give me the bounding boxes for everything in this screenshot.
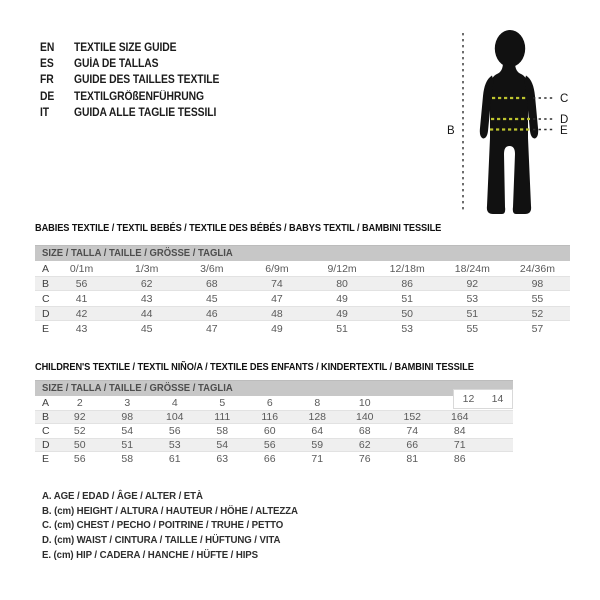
row-letter-label: C (42, 425, 50, 437)
children-table-row (35, 452, 513, 466)
row-letter-label: D (42, 307, 50, 320)
waist-label: D (560, 114, 569, 126)
table-cell: 8 (314, 397, 321, 409)
table-cell: 92 (466, 277, 479, 290)
language-title: GUÍA DE TALLAS (74, 58, 159, 71)
language-title: TEXTILE SIZE GUIDE (74, 42, 177, 55)
table-cell: 51 (121, 439, 134, 451)
table-cell: 53 (168, 439, 181, 451)
babies-table-row (35, 261, 570, 276)
table-cell: 98 (531, 277, 544, 290)
table-cell: 71 (311, 453, 324, 465)
table-cell: 0/1m (69, 262, 94, 275)
table-cell: 44 (140, 307, 153, 320)
children-table-row (35, 396, 513, 410)
babies-table-row (35, 321, 570, 336)
table-cell: 6 (266, 397, 273, 409)
table-cell: 50 (73, 439, 86, 451)
size-12-value: 12 (462, 393, 475, 405)
table-cell: 98 (121, 411, 134, 423)
table-cell: 111 (214, 411, 231, 423)
language-row (40, 89, 236, 105)
table-cell: 45 (205, 292, 218, 305)
table-cell: 55 (466, 322, 479, 335)
row-letter-label: E (42, 322, 50, 335)
table-cell: 63 (216, 453, 229, 465)
children-table-row (35, 424, 513, 438)
language-row (40, 40, 236, 56)
table-cell: 86 (453, 453, 466, 465)
babies-size-header (35, 245, 570, 261)
table-cell: 64 (311, 425, 324, 437)
row-letter-label: D (42, 439, 50, 451)
table-cell: 68 (205, 277, 218, 290)
child-silhouette-figure (430, 10, 600, 230)
table-cell: 68 (358, 425, 371, 437)
language-title: GUIDE DES TAILLES TEXTILE (74, 74, 220, 87)
row-letter-label: B (42, 277, 50, 290)
table-cell: 53 (466, 292, 479, 305)
table-cell: 24/36m (519, 262, 555, 275)
table-cell: 6/9m (265, 262, 289, 275)
table-cell: 41 (75, 292, 88, 305)
children-size-table (35, 380, 513, 466)
table-cell: 59 (311, 439, 324, 451)
children-section-title: CHILDREN'S TEXTILE / TEXTIL NIÑO/A / TEXTILE DES ENFANTS / KINDERTEXTIL / BAMBINI TESSILE (35, 361, 474, 373)
table-cell: 92 (73, 411, 86, 423)
table-cell: 140 (355, 411, 374, 423)
table-cell: 128 (308, 411, 327, 423)
table-cell: 49 (271, 322, 283, 335)
row-letter-label: B (42, 411, 50, 423)
table-cell: 47 (271, 292, 283, 305)
table-cell: 58 (216, 425, 229, 437)
chest-label: C (560, 93, 569, 105)
language-code: EN (40, 42, 55, 55)
language-code: ES (40, 58, 54, 71)
table-cell: 56 (168, 425, 181, 437)
table-cell: 71 (453, 439, 466, 451)
table-cell: 80 (336, 277, 348, 290)
measurement-legend (42, 489, 320, 563)
table-cell: 46 (205, 307, 218, 320)
table-cell: 53 (401, 322, 414, 335)
table-cell: 81 (406, 453, 419, 465)
table-cell: 51 (336, 322, 348, 335)
table-cell: 164 (450, 411, 469, 423)
row-letter-label: C (42, 292, 50, 305)
hip-label: E (560, 125, 568, 137)
legend-line: C. (cm) CHEST / PECHO / POITRINE / TRUHE / PETTO (42, 519, 284, 532)
child-silhouette (480, 30, 538, 214)
table-cell: 5 (219, 397, 226, 409)
table-cell: 55 (531, 292, 544, 305)
language-title: TEXTILGRÖßENFÜHRUNG (74, 90, 204, 103)
table-cell: 47 (205, 322, 218, 335)
size-14-value: 14 (491, 393, 504, 405)
table-cell: 1/3m (135, 262, 159, 275)
language-code: DE (40, 90, 55, 103)
table-cell: 43 (75, 322, 88, 335)
children-table-row (35, 410, 513, 424)
table-cell: 57 (531, 322, 544, 335)
babies-size-table (35, 245, 570, 336)
table-cell: 66 (263, 453, 276, 465)
table-cell: 84 (453, 425, 466, 437)
table-cell: 56 (263, 439, 276, 451)
table-cell: 62 (358, 439, 371, 451)
row-letter-label: A (42, 262, 50, 275)
size-12-14-highlight-box (453, 389, 513, 409)
babies-table-row (35, 291, 570, 306)
language-list (40, 40, 236, 121)
children-size-header (35, 380, 513, 396)
legend-line: A. AGE / EDAD / ÂGE / ALTER / ETÀ (42, 490, 203, 502)
babies-table-row (35, 306, 570, 321)
table-cell: 10 (358, 397, 371, 409)
language-row (40, 72, 236, 88)
table-cell: 54 (216, 439, 229, 451)
legend-line: B. (cm) HEIGHT / ALTURA / HAUTEUR / HÖHE / ALTEZZA (42, 504, 298, 517)
size-header-text: SIZE / TALLA / TAILLE / GRÖSSE / TAGLIA (42, 248, 233, 259)
children-table-row (35, 438, 513, 452)
table-cell: 52 (531, 307, 544, 320)
table-cell: 54 (121, 425, 134, 437)
language-row (40, 56, 236, 72)
height-label: B (447, 125, 455, 137)
babies-table-row (35, 276, 570, 291)
table-cell: 2 (76, 397, 83, 409)
row-letter-label: E (42, 453, 50, 465)
table-cell: 3 (124, 397, 131, 409)
table-cell: 49 (336, 307, 348, 320)
table-cell: 56 (73, 453, 86, 465)
table-cell: 74 (406, 425, 419, 437)
table-cell: 42 (75, 307, 88, 320)
table-cell: 60 (263, 425, 276, 437)
language-code: IT (40, 106, 50, 119)
table-cell: 48 (271, 307, 283, 320)
table-cell: 76 (358, 453, 371, 465)
legend-line: E. (cm) HIP / CADERA / HANCHE / HÜFTE / HIPS (42, 548, 259, 561)
table-cell: 3/6m (200, 262, 224, 275)
legend-line: D. (cm) WAIST / CINTURA / TAILLE / HÜFTUNG / VITA (42, 534, 281, 547)
table-cell: 9/12m (327, 262, 357, 275)
table-cell: 51 (466, 307, 479, 320)
table-cell: 61 (168, 453, 181, 465)
table-cell: 74 (271, 277, 283, 290)
table-cell: 66 (406, 439, 419, 451)
table-cell: 104 (165, 411, 184, 423)
table-cell: 116 (261, 411, 279, 423)
table-cell: 4 (171, 397, 178, 409)
table-cell: 43 (140, 292, 153, 305)
table-cell: 62 (140, 277, 153, 290)
table-cell: 49 (336, 292, 348, 305)
table-cell: 56 (75, 277, 88, 290)
language-code: FR (40, 74, 54, 87)
table-cell: 18/24m (454, 262, 490, 275)
table-cell: 152 (403, 411, 422, 423)
row-letter-label: A (42, 397, 50, 409)
language-row (40, 105, 236, 121)
babies-section-title: BABIES TEXTILE / TEXTIL BEBÉS / TEXTILE DES BÉBÉS / BABYS TEXTIL / BAMBINI TESSILE (35, 222, 442, 234)
table-cell: 45 (140, 322, 153, 335)
table-cell: 58 (121, 453, 134, 465)
table-cell: 52 (73, 425, 86, 437)
table-cell: 51 (401, 292, 414, 305)
language-title: GUIDA ALLE TAGLIE TESSILI (74, 106, 217, 119)
table-cell: 50 (401, 307, 414, 320)
table-cell: 12/18m (389, 262, 425, 275)
table-cell: 86 (401, 277, 414, 290)
size-header-text: SIZE / TALLA / TAILLE / GRÖSSE / TAGLIA (42, 383, 233, 394)
